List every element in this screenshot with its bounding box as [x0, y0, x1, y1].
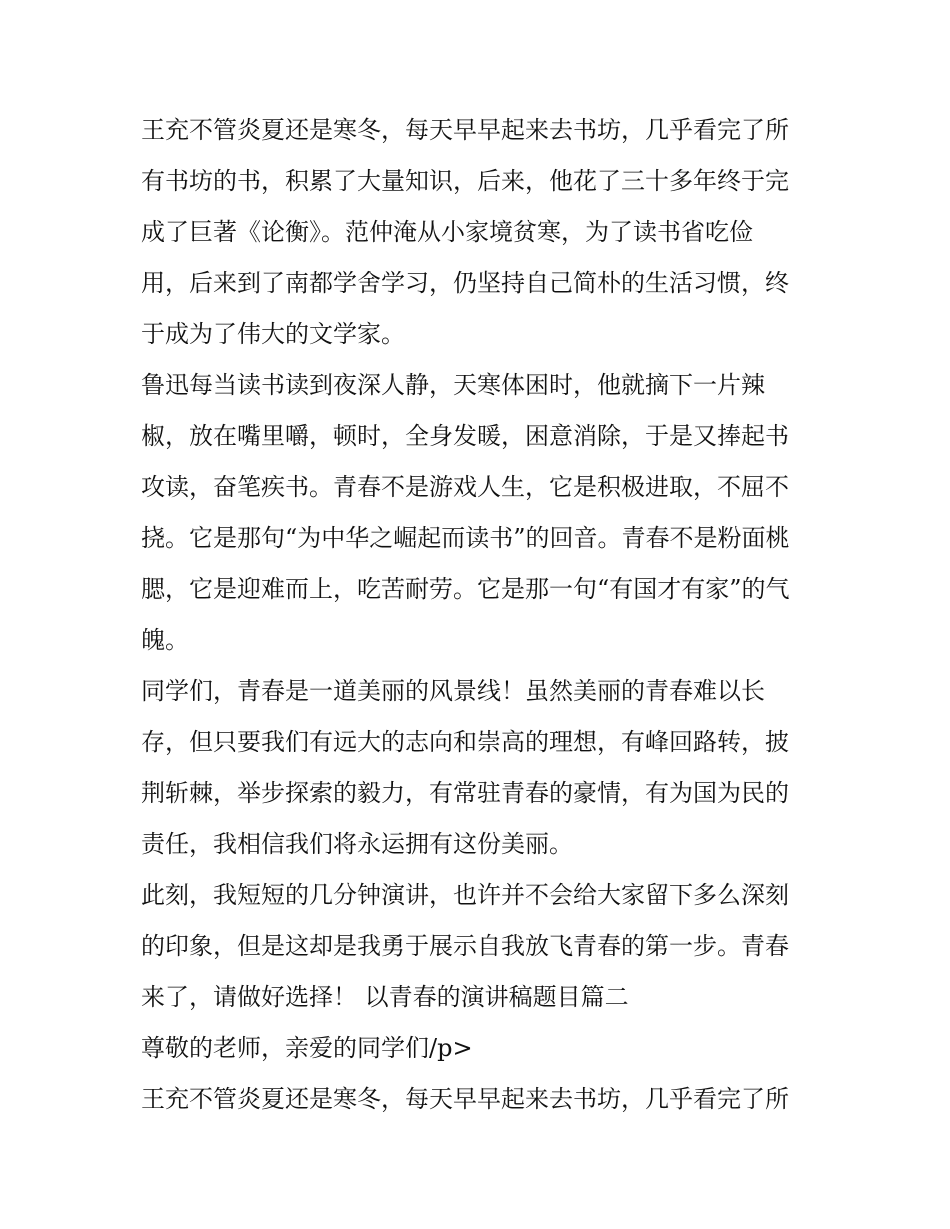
text-line: 腮，它是迎难而上，吃苦耐劳。它是那一句“有国才有家”的气	[141, 575, 790, 603]
text-line: 尊敬的老师，亲爱的同学们/p>	[141, 1034, 473, 1062]
paragraph-wang-chong-repeat	[141, 1074, 813, 1125]
text-line: 的印象，但是这却是我勇于展示自我放飞青春的第一步。青春	[141, 932, 789, 960]
text-line: 荆斩棘，举步探索的毅力，有常驻青春的豪情，有为国为民的	[141, 779, 789, 807]
text-line: 王充不管炎夏还是寒冬，每天早早起来去书坊，几乎看完了所	[141, 1085, 789, 1113]
paragraph-lu-xun	[141, 360, 813, 666]
text-line: 有书坊的书，积累了大量知识，后来，他花了三十多年终于完	[141, 167, 789, 195]
paragraph-wang-chong	[141, 105, 813, 360]
document-body	[141, 105, 813, 1125]
text-line: 此刻，我短短的几分钟演讲，也许并不会给大家留下多么深刻	[141, 881, 789, 909]
text-line: 攻读，奋笔疾书。青春不是游戏人生，它是积极进取，不屈不	[141, 473, 789, 501]
paragraph-classmates	[141, 666, 813, 870]
text-line: 椒，放在嘴里嚼，顿时，全身发暖，困意消除，于是又捧起书	[141, 422, 789, 450]
text-line: 责任，我相信我们将永运拥有这份美丽。	[141, 830, 573, 858]
text-line: 于成为了伟大的文学家。	[141, 320, 405, 348]
text-line: 成了巨著《论衡》。范仲淹从小家境贫寒，为了读书省吃俭	[141, 218, 753, 246]
text-line: 魄。	[141, 626, 189, 654]
paragraph-this-moment	[141, 870, 813, 1023]
text-line: 同学们，青春是一道美丽的风景线！虽然美丽的青春难以长	[141, 677, 765, 705]
text-line: 王充不管炎夏还是寒冬，每天早早起来去书坊，几乎看完了所	[141, 116, 789, 144]
text-line: 挠。它是那句“为中华之崛起而读书”的回音。青春不是粉面桃	[141, 524, 790, 552]
text-line: 来了，请做好选择！ 以青春的演讲稿题目篇二	[141, 983, 629, 1011]
paragraph-salutation	[141, 1023, 813, 1074]
text-line: 用，后来到了南都学舍学习，仍坚持自己简朴的生活习惯，终	[141, 269, 789, 297]
text-line: 鲁迅每当读书读到夜深人静，天寒体困时，他就摘下一片辣	[141, 371, 765, 399]
text-line: 存，但只要我们有远大的志向和崇高的理想，有峰回路转，披	[141, 728, 789, 756]
